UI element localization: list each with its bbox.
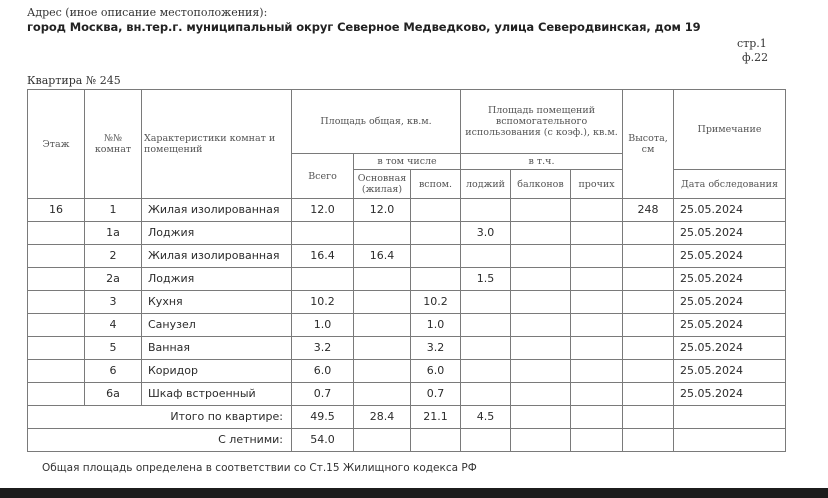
cell-height: [623, 291, 674, 314]
cell-aux: [411, 268, 461, 291]
col-survey-date: Дата обследования: [674, 170, 786, 199]
cell-date: 25.05.2024: [674, 337, 786, 360]
cell-aux: 10.2: [411, 291, 461, 314]
footnote: Общая площадь определена в соответствии со Ст.15 Жилищного кодекса РФ: [42, 462, 477, 474]
cell-date: 25.05.2024: [674, 360, 786, 383]
cell-room: 3: [85, 291, 142, 314]
cell-height: [623, 360, 674, 383]
explication-table: [27, 89, 786, 452]
cell-height: [623, 222, 674, 245]
cell-balcony: [511, 360, 571, 383]
cell-total: 0.7: [292, 383, 354, 406]
cell-balcony: [511, 291, 571, 314]
cell-loggia: [461, 360, 511, 383]
totals-loggia: 4.5: [461, 406, 511, 429]
cell-total: 16.4: [292, 245, 354, 268]
col-total-area: Площадь общая, кв.м.: [292, 90, 461, 154]
totals-main: 28.4: [354, 406, 411, 429]
cell-room: 6а: [85, 383, 142, 406]
cell-date: 25.05.2024: [674, 314, 786, 337]
table-row: [28, 245, 786, 268]
cell-desc: Санузел: [142, 314, 292, 337]
table-row: [28, 199, 786, 222]
cell-height: [623, 268, 674, 291]
cell-floor: [28, 360, 85, 383]
cell-balcony: [511, 245, 571, 268]
cell-height: [623, 383, 674, 406]
col-note: Примечание: [674, 90, 786, 170]
col-height: Высота, см: [623, 90, 674, 199]
cell-floor: 16: [28, 199, 85, 222]
col-other: прочих: [571, 170, 623, 199]
cell-room: 1а: [85, 222, 142, 245]
bottom-edge: [0, 488, 828, 498]
table-row: [28, 337, 786, 360]
cell-height: [623, 314, 674, 337]
cell-room: 2: [85, 245, 142, 268]
form-number: ф.22: [742, 51, 769, 64]
cell-loggia: [461, 314, 511, 337]
cell-total: [292, 268, 354, 291]
cell-aux: 1.0: [411, 314, 461, 337]
cell-main: [354, 222, 411, 245]
cell-balcony: [511, 268, 571, 291]
col-floor: Этаж: [28, 90, 85, 199]
cell-date: 25.05.2024: [674, 291, 786, 314]
cell-loggia: 3.0: [461, 222, 511, 245]
col-room-no: №№ комнат: [85, 90, 142, 199]
cell-floor: [28, 337, 85, 360]
totals-aux: 21.1: [411, 406, 461, 429]
col-main: Основная (жилая): [354, 170, 411, 199]
cell-other: [571, 199, 623, 222]
table-row: [28, 360, 786, 383]
table-row: [28, 222, 786, 245]
cell-main: 12.0: [354, 199, 411, 222]
address-label: Адрес (иное описание местоположения):: [27, 6, 268, 19]
cell-aux: [411, 222, 461, 245]
cell-loggia: [461, 383, 511, 406]
totals-total: 49.5: [292, 406, 354, 429]
cell-room: 1: [85, 199, 142, 222]
cell-floor: [28, 268, 85, 291]
totals-label: Итого по квартире:: [28, 406, 292, 429]
col-total: Всего: [292, 154, 354, 199]
cell-room: 6: [85, 360, 142, 383]
col-incl-short: в т.ч.: [461, 154, 623, 170]
cell-balcony: [511, 314, 571, 337]
cell-other: [571, 291, 623, 314]
cell-other: [571, 337, 623, 360]
cell-loggia: [461, 291, 511, 314]
col-balconies: балконов: [511, 170, 571, 199]
table-row: [28, 268, 786, 291]
cell-date: 25.05.2024: [674, 199, 786, 222]
table-row: [28, 383, 786, 406]
cell-total: 12.0: [292, 199, 354, 222]
cell-date: 25.05.2024: [674, 222, 786, 245]
cell-desc: Ванная: [142, 337, 292, 360]
cell-floor: [28, 222, 85, 245]
summer-totals-row: [28, 429, 786, 452]
cell-desc: Коридор: [142, 360, 292, 383]
cell-aux: 0.7: [411, 383, 461, 406]
cell-desc: Лоджия: [142, 268, 292, 291]
cell-aux: [411, 245, 461, 268]
cell-main: [354, 314, 411, 337]
cell-main: 16.4: [354, 245, 411, 268]
cell-aux: 6.0: [411, 360, 461, 383]
summer-total: 54.0: [292, 429, 354, 452]
cell-total: 1.0: [292, 314, 354, 337]
cell-other: [571, 268, 623, 291]
cell-loggia: 1.5: [461, 268, 511, 291]
cell-desc: Шкаф встроенный: [142, 383, 292, 406]
cell-aux: 3.2: [411, 337, 461, 360]
cell-floor: [28, 314, 85, 337]
table-row: [28, 314, 786, 337]
cell-height: 248: [623, 199, 674, 222]
cell-height: [623, 337, 674, 360]
cell-date: 25.05.2024: [674, 383, 786, 406]
col-aux-area: Площадь помещений вспомогательного использования (с коэф.), кв.м.: [461, 90, 623, 154]
cell-room: 5: [85, 337, 142, 360]
address-value: город Москва, вн.тер.г. муниципальный округ Северное Медведково, улица Северодвинская, дом 19: [27, 20, 701, 34]
col-characteristics: Характеристики комнат и помещений: [142, 90, 292, 199]
cell-balcony: [511, 383, 571, 406]
cell-desc: Лоджия: [142, 222, 292, 245]
cell-loggia: [461, 199, 511, 222]
cell-floor: [28, 383, 85, 406]
cell-total: 3.2: [292, 337, 354, 360]
col-including: в том числе: [354, 154, 461, 170]
cell-aux: [411, 199, 461, 222]
cell-loggia: [461, 337, 511, 360]
cell-balcony: [511, 199, 571, 222]
cell-floor: [28, 291, 85, 314]
cell-total: 10.2: [292, 291, 354, 314]
cell-date: 25.05.2024: [674, 245, 786, 268]
cell-desc: Жилая изолированная: [142, 245, 292, 268]
cell-height: [623, 245, 674, 268]
cell-total: [292, 222, 354, 245]
cell-date: 25.05.2024: [674, 268, 786, 291]
cell-desc: Жилая изолированная: [142, 199, 292, 222]
cell-other: [571, 360, 623, 383]
cell-other: [571, 383, 623, 406]
cell-floor: [28, 245, 85, 268]
cell-balcony: [511, 222, 571, 245]
cell-main: [354, 268, 411, 291]
cell-main: [354, 360, 411, 383]
cell-main: [354, 291, 411, 314]
cell-room: 4: [85, 314, 142, 337]
table-row: [28, 291, 786, 314]
cell-other: [571, 314, 623, 337]
col-aux: вспом.: [411, 170, 461, 199]
summer-label: С летними:: [28, 429, 292, 452]
cell-balcony: [511, 337, 571, 360]
page-number: стр.1: [737, 37, 767, 50]
col-loggias: лоджий: [461, 170, 511, 199]
cell-main: [354, 383, 411, 406]
cell-room: 2а: [85, 268, 142, 291]
apartment-number: Квартира № 245: [27, 74, 121, 87]
cell-other: [571, 222, 623, 245]
totals-row: [28, 406, 786, 429]
cell-desc: Кухня: [142, 291, 292, 314]
cell-other: [571, 245, 623, 268]
cell-loggia: [461, 245, 511, 268]
cell-main: [354, 337, 411, 360]
cell-total: 6.0: [292, 360, 354, 383]
